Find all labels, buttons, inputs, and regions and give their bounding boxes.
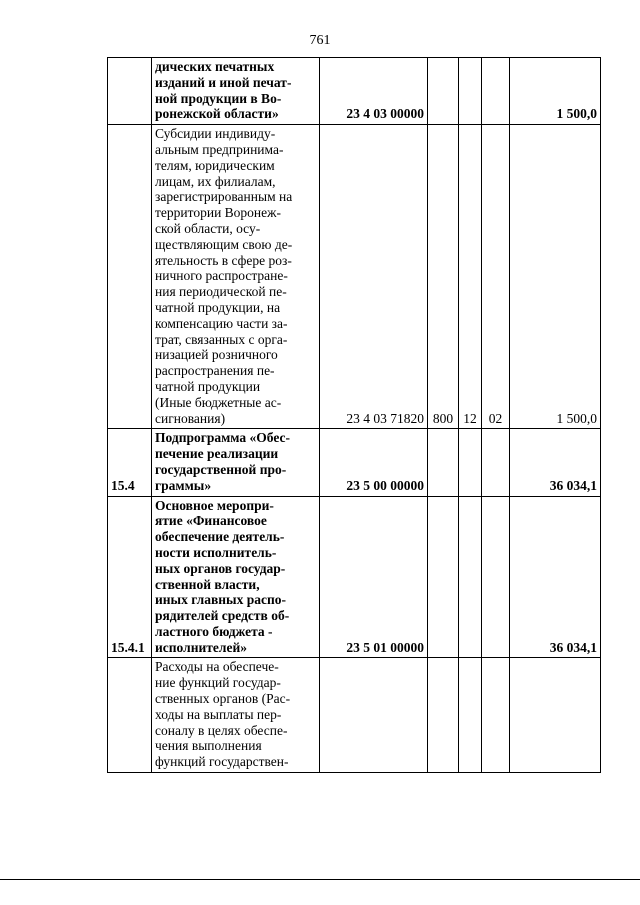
row-name-line: территории Воронеж- <box>155 205 281 221</box>
table-row <box>108 58 601 125</box>
row-vr-cell <box>428 496 459 658</box>
table-row <box>108 125 601 429</box>
row-pr-cell: 02 <box>482 125 510 429</box>
table-row <box>108 658 601 773</box>
row-number-cell: 15.4.1 <box>108 496 152 658</box>
row-name-line: ности исполнитель- <box>155 544 277 560</box>
row-name-line: ничного распростране- <box>155 268 288 284</box>
row-name-cell <box>152 429 320 496</box>
row-name-line: распространения пе- <box>155 363 275 379</box>
row-name-line: компенсацию части за- <box>155 315 288 331</box>
row-rz-cell <box>459 658 482 773</box>
row-vr-cell <box>428 658 459 773</box>
row-name-cell <box>152 658 320 773</box>
row-code-cell <box>320 658 428 773</box>
row-name-line: ных органов государ- <box>155 560 286 576</box>
table-row <box>108 429 601 496</box>
row-name-line: ние функций государ- <box>155 675 281 691</box>
row-name-line: Основное меропри- <box>155 497 274 513</box>
row-name-line: ластного бюджета - <box>155 623 273 639</box>
row-name-line: ния периодической пе- <box>155 284 287 300</box>
row-number-cell <box>108 125 152 429</box>
row-number-cell <box>108 658 152 773</box>
row-number-cell <box>108 58 152 125</box>
row-name-line: ственной власти, <box>155 576 260 592</box>
row-name-line: чатной продукции, на <box>155 299 281 315</box>
row-vr-cell <box>428 429 459 496</box>
table-row <box>108 496 601 658</box>
row-name-line: Расходы на обеспече- <box>155 659 279 675</box>
row-code-cell: 23 4 03 71820 <box>320 125 428 429</box>
row-rz-cell <box>459 496 482 658</box>
row-name-line: низацией розничного <box>155 347 278 363</box>
row-name-line: телям, юридическим <box>155 157 275 173</box>
row-pr-cell <box>482 58 510 125</box>
row-pr-cell <box>482 658 510 773</box>
row-sum-cell: 36 034,1 <box>510 496 601 658</box>
row-sum-cell: 36 034,1 <box>510 429 601 496</box>
row-name-line: зарегистрированным на <box>155 189 293 205</box>
row-name-line: альным предпринима- <box>155 141 284 157</box>
row-number-cell: 15.4 <box>108 429 152 496</box>
row-name-line: обеспечение деятель- <box>155 529 285 545</box>
row-name-line: изданий и иной печат- <box>155 74 292 90</box>
row-name-line: печение реализации <box>155 446 279 462</box>
row-name-line: ществляющим свою де- <box>155 236 293 252</box>
row-sum-cell: 1 500,0 <box>510 125 601 429</box>
row-name-line: трат, связанных с орга- <box>155 331 288 347</box>
row-name-line: ской области, осу- <box>155 220 261 236</box>
row-name-cell <box>152 496 320 658</box>
row-name-line: чения выполнения <box>155 738 262 754</box>
row-name-line: (Иные бюджетные ас- <box>155 394 282 410</box>
row-pr-cell <box>482 496 510 658</box>
row-rz-cell <box>459 429 482 496</box>
row-rz-cell: 12 <box>459 125 482 429</box>
row-name-line: иных главных распо- <box>155 592 286 608</box>
page-number: 761 <box>309 33 331 48</box>
row-name-line: лицам, их филиалам, <box>155 173 276 189</box>
row-code-cell: 23 5 00 00000 <box>320 429 428 496</box>
row-name-line: Субсидии индивиду- <box>155 126 276 142</box>
row-sum-cell <box>510 658 601 773</box>
row-name-line: рядителей средств об- <box>155 608 290 624</box>
row-name-line: сигнования) <box>155 410 226 426</box>
row-name-line: ятие «Финансовое <box>155 513 267 529</box>
row-name-line: Подпрограмма «Обес- <box>155 430 291 446</box>
row-pr-cell <box>482 429 510 496</box>
row-name-line: функций государствен- <box>155 754 289 770</box>
row-vr-cell <box>428 58 459 125</box>
row-name-cell <box>152 125 320 429</box>
footer-rule <box>0 879 640 880</box>
row-name-line: соналу в целях обеспе- <box>155 722 288 738</box>
row-code-cell: 23 4 03 00000 <box>320 58 428 125</box>
row-rz-cell <box>459 58 482 125</box>
row-name-line: ной продукции в Во- <box>155 90 282 106</box>
budget-table <box>107 57 601 773</box>
row-code-cell: 23 5 01 00000 <box>320 496 428 658</box>
row-name-line: ходы на выплаты пер- <box>155 706 282 722</box>
row-name-line: ственных органов (Рас- <box>155 691 291 707</box>
row-name-line: граммы» <box>155 477 212 493</box>
row-name-line: ронежской области» <box>155 106 279 122</box>
table-body <box>108 58 601 773</box>
row-name-line: дических печатных <box>155 59 275 74</box>
row-vr-cell: 800 <box>428 125 459 429</box>
row-name-cell <box>152 58 320 125</box>
row-sum-cell: 1 500,0 <box>510 58 601 125</box>
row-name-line: ятельность в сфере роз- <box>155 252 292 268</box>
row-name-line: исполнителей» <box>155 639 247 655</box>
row-name-line: государственной про- <box>155 461 287 477</box>
row-name-line: чатной продукции <box>155 378 261 394</box>
